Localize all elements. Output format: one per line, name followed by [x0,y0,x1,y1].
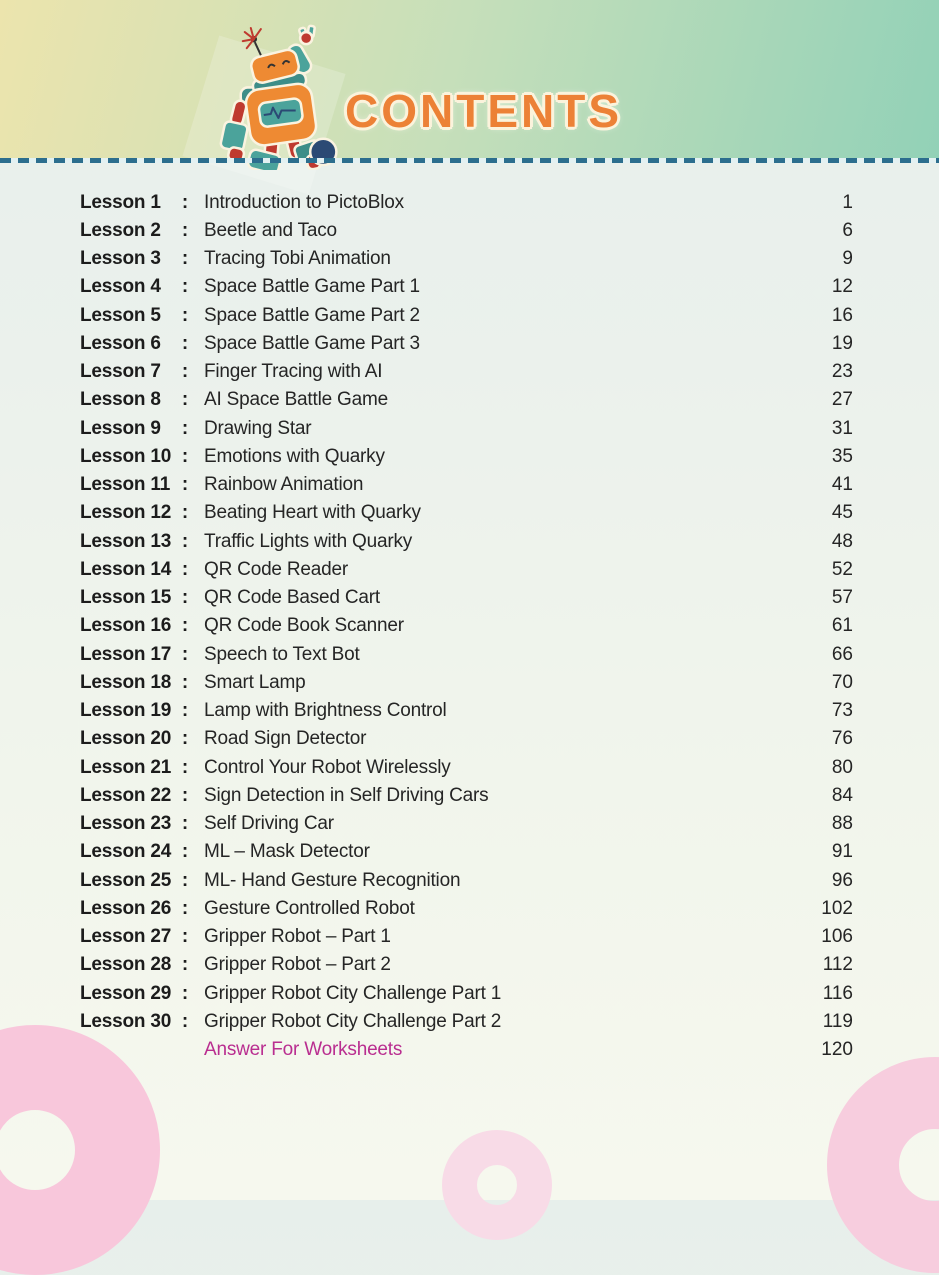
page-number: 6 [842,219,853,241]
lesson-title: QR Code Reader [204,558,348,580]
lesson-title: Drawing Star [204,417,312,439]
lesson-title: Tracing Tobi Animation [204,248,391,270]
page-number: 73 [831,700,853,722]
lesson-title: Self Driving Car [204,813,334,835]
dashed-divider [0,158,939,163]
lesson-title: ML- Hand Gesture Recognition [204,869,461,891]
page-number: 19 [831,332,853,354]
lesson-label: Lesson 8 [80,389,161,411]
page-number: 31 [831,417,853,439]
lesson-title: Answer For Worksheets [204,1039,403,1061]
page-title: CONTENTS [345,85,622,137]
toc-row [80,951,853,979]
lesson-title: Rainbow Animation [204,474,364,496]
colon-separator: : [181,615,189,637]
colon-separator: : [181,276,189,298]
lesson-title: Gripper Robot City Challenge Part 1 [204,982,502,1004]
colon-separator: : [181,219,189,241]
toc-row [80,527,853,555]
lesson-label: Lesson 18 [80,671,172,693]
colon-separator: : [181,784,189,806]
lesson-label: Lesson 4 [80,276,161,298]
colon-separator: : [181,813,189,835]
page-number: 1 [842,191,853,213]
lesson-label: Lesson 14 [80,558,172,580]
colon-separator: : [181,1010,189,1032]
toc-row [80,894,853,922]
colon-separator: : [181,954,189,976]
page-number: 120 [821,1039,853,1061]
colon-separator: : [181,445,189,467]
colon-separator: : [181,474,189,496]
lesson-title: Space Battle Game Part 2 [204,304,420,326]
page-number: 84 [831,784,853,806]
page-number: 119 [822,1010,853,1032]
lesson-label: Lesson 20 [80,728,172,750]
lesson-label: Lesson 1 [80,191,161,213]
lesson-title: AI Space Battle Game [204,389,388,411]
lesson-label: Lesson 12 [80,502,172,524]
donut-circle-center [442,1130,552,1240]
page-number: 112 [822,954,853,976]
page-number: 106 [821,926,853,948]
toc-row [80,471,853,499]
lesson-label: Lesson 2 [80,219,161,241]
page-number: 16 [831,304,853,326]
lesson-label: Lesson 22 [80,784,172,806]
toc-row [80,668,853,696]
toc-row [80,725,853,753]
page-number: 48 [831,530,853,552]
colon-separator: : [181,897,189,919]
colon-separator: : [181,389,189,411]
toc-row [80,555,853,583]
toc-row [80,499,853,527]
colon-separator: : [181,841,189,863]
colon-separator: : [181,982,189,1004]
page-number: 76 [831,728,853,750]
toc-row [80,245,853,273]
toc-row [80,1007,853,1035]
toc-row [80,697,853,725]
lesson-title: QR Code Book Scanner [204,615,404,637]
lesson-title: Emotions with Quarky [204,445,385,467]
toc-row [80,216,853,244]
toc-row [80,442,853,470]
toc-row [80,979,853,1007]
lesson-label: Lesson 3 [80,248,161,270]
toc-row [80,810,853,838]
lesson-title: Space Battle Game Part 3 [204,332,420,354]
page-number: 88 [831,813,853,835]
lesson-label: Lesson 24 [80,841,172,863]
lesson-label: Lesson 27 [80,926,172,948]
lesson-label: Lesson 28 [80,954,172,976]
lesson-title: QR Code Based Cart [204,587,380,609]
colon-separator: : [181,361,189,383]
colon-separator: : [181,671,189,693]
toc-row [80,923,853,951]
colon-separator: : [181,502,189,524]
page-number: 27 [831,389,853,411]
lesson-title: Lamp with Brightness Control [204,700,447,722]
toc-row [80,838,853,866]
colon-separator: : [181,558,189,580]
robot-body [244,82,318,147]
toc-list [80,188,853,1064]
page-number: 70 [831,671,853,693]
lesson-label: Lesson 19 [80,700,172,722]
page-number: 61 [831,615,853,637]
lesson-title: Gripper Robot – Part 1 [204,926,391,948]
page-number: 80 [831,756,853,778]
robot-illustration [203,24,355,170]
colon-separator: : [181,926,189,948]
colon-separator: : [181,417,189,439]
page-number: 23 [831,361,853,383]
colon-separator: : [181,869,189,891]
lesson-title: Beating Heart with Quarky [204,502,421,524]
toc-row [80,301,853,329]
lesson-label: Lesson 16 [80,615,172,637]
colon-separator: : [181,248,189,270]
lesson-label: Lesson 10 [80,445,172,467]
page-number: 116 [822,982,853,1004]
colon-separator: : [181,587,189,609]
colon-separator: : [181,530,189,552]
colon-separator: : [181,643,189,665]
colon-separator: : [181,304,189,326]
page-number: 66 [831,643,853,665]
lesson-title: Gesture Controlled Robot [204,897,415,919]
lesson-label: Lesson 11 [80,474,171,496]
lesson-label: Lesson 9 [80,417,161,439]
toc-row [80,866,853,894]
toc-row [80,584,853,612]
page-number: 35 [831,445,853,467]
lesson-label: Lesson 6 [80,332,161,354]
robot-antenna [243,28,261,55]
page-number: 45 [831,502,853,524]
page-number: 41 [831,474,853,496]
toc-row [80,753,853,781]
toc-row [80,188,853,216]
lesson-label: Lesson 13 [80,530,172,552]
lesson-title: Gripper Robot City Challenge Part 2 [204,1010,502,1032]
lesson-label: Lesson 25 [80,869,172,891]
colon-separator: : [181,728,189,750]
toc-row [80,273,853,301]
lesson-label: Lesson 21 [80,756,172,778]
lesson-label: Lesson 26 [80,897,172,919]
toc-row [80,358,853,386]
colon-separator: : [181,700,189,722]
lesson-label: Lesson 29 [80,982,172,1004]
lesson-label: Lesson 7 [80,361,161,383]
colon-separator: : [181,191,189,213]
lesson-title: Speech to Text Bot [204,643,360,665]
lesson-title: Control Your Robot Wirelessly [204,756,451,778]
lesson-title: Sign Detection in Self Driving Cars [204,784,489,806]
colon-separator: : [181,332,189,354]
page-number: 52 [831,558,853,580]
lesson-title: Road Sign Detector [204,728,367,750]
lesson-title: Traffic Lights with Quarky [204,530,413,552]
lesson-title: Finger Tracing with AI [204,361,383,383]
toc-row [80,640,853,668]
lesson-title: Introduction to PictoBlox [204,191,404,213]
donut-circle-right [827,1057,939,1273]
toc-row [80,1036,853,1064]
page-number: 12 [831,276,853,298]
header-band [0,0,939,158]
page-number: 102 [821,897,853,919]
toc-row [80,612,853,640]
toc-row [80,414,853,442]
colon-separator: : [181,756,189,778]
page-number: 57 [831,587,853,609]
toc-row [80,386,853,414]
lesson-label: Lesson 30 [80,1010,172,1032]
lesson-title: Gripper Robot – Part 2 [204,954,391,976]
lesson-title: Beetle and Taco [204,219,337,241]
page-number: 9 [842,248,853,270]
robot-claw [299,26,315,44]
toc-row [80,781,853,809]
lesson-label: Lesson 5 [80,304,161,326]
lesson-title: Smart Lamp [204,671,306,693]
lesson-label: Lesson 15 [80,587,172,609]
lesson-label: Lesson 17 [80,643,172,665]
lesson-title: Space Battle Game Part 1 [204,276,420,298]
toc-row [80,329,853,357]
page-number: 91 [831,841,853,863]
lesson-label: Lesson 23 [80,813,172,835]
page-number: 96 [831,869,853,891]
lesson-title: ML – Mask Detector [204,841,370,863]
